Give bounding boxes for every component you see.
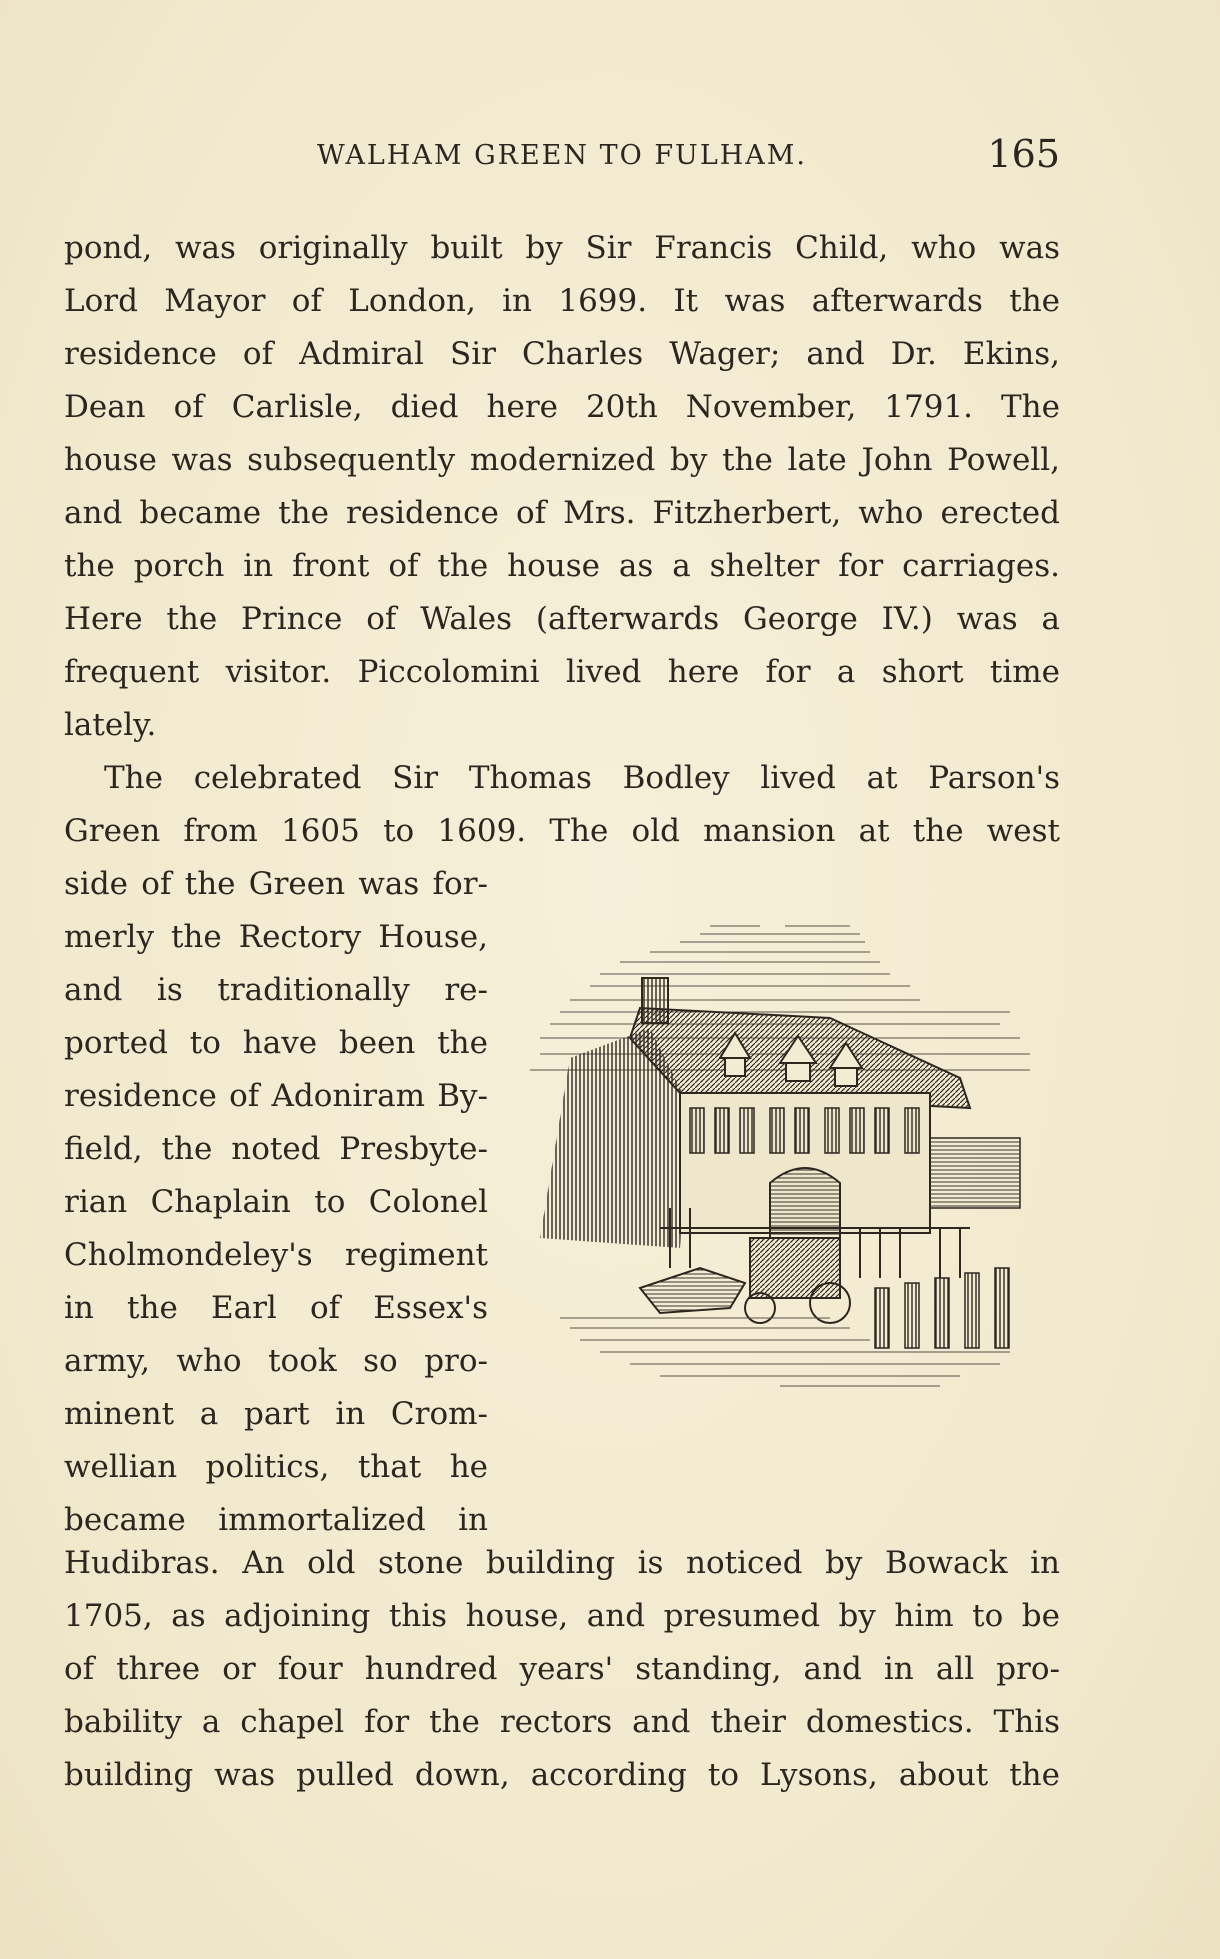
text-line: The celebrated Sir Thomas Bodley lived at Parson's (104, 760, 1060, 796)
text-line: minent a part in Crom- (64, 1396, 488, 1432)
facade-windows (690, 1108, 919, 1153)
text-line: wellian politics, that he (64, 1449, 488, 1485)
text-line: Hudibras. An old stone building is noticed by Bowack in (64, 1545, 1060, 1581)
text-line: field, the noted Presbyte- (64, 1131, 488, 1167)
text-line: side of the Green was for- (64, 866, 488, 902)
text-line: the porch in front of the house as a shelter for carriages. (64, 548, 1060, 584)
text-line: residence of Admiral Sir Charles Wager; and Dr. Ekins, (64, 336, 1060, 372)
text-line: became immortalized in (64, 1502, 488, 1538)
text-line: 1705, as adjoining this house, and presumed by him to be (64, 1598, 1060, 1634)
fence-posts (875, 1268, 1009, 1348)
running-title: WALHAM GREEN TO FULHAM. (316, 140, 808, 171)
text-line: Dean of Carlisle, died here 20th November, 1791. The (64, 389, 1060, 425)
right-wing-shape (930, 1138, 1020, 1208)
text-line: pond, was originally built by Sir Francis Child, who was (64, 230, 1060, 266)
text-line: merly the Rectory House, (64, 919, 488, 955)
text-line: army, who took so pro- (64, 1343, 488, 1379)
text-line: building was pulled down, according to Lysons, about the (64, 1757, 1060, 1793)
text-line: rian Chaplain to Colonel (64, 1184, 488, 1220)
page-number: 165 (987, 132, 1060, 176)
text-line: Here the Prince of Wales (afterwards George IV.) was a (64, 601, 1060, 637)
text-line: residence of Adoniram By- (64, 1078, 488, 1114)
text-line: and became the residence of Mrs. Fitzherbert, who erected (64, 495, 1060, 531)
running-head (64, 132, 1060, 182)
text-line: bability a chapel for the rectors and their domestics. This (64, 1704, 1060, 1740)
text-line: lately. (64, 707, 157, 743)
text-line: ported to have been the (64, 1025, 488, 1061)
text-line: of three or four hundred years' standing, and in all pro- (64, 1651, 1060, 1687)
carriage (640, 1238, 850, 1323)
text-line: Green from 1605 to 1609. The old mansion at the west (64, 813, 1060, 849)
text-line: frequent visitor. Piccolomini lived here for a short time (64, 654, 1060, 690)
text-line: Lord Mayor of London, in 1699. It was afterwards the (64, 283, 1060, 319)
chimney-shape (642, 978, 668, 1023)
text-line: house was subsequently modernized by the late John Powell, (64, 442, 1060, 478)
text-line: and is traditionally re- (64, 972, 488, 1008)
rectory-house-engraving (530, 908, 1060, 1478)
text-line: Cholmondeley's regiment (64, 1237, 488, 1273)
text-line: in the Earl of Essex's (64, 1290, 488, 1326)
